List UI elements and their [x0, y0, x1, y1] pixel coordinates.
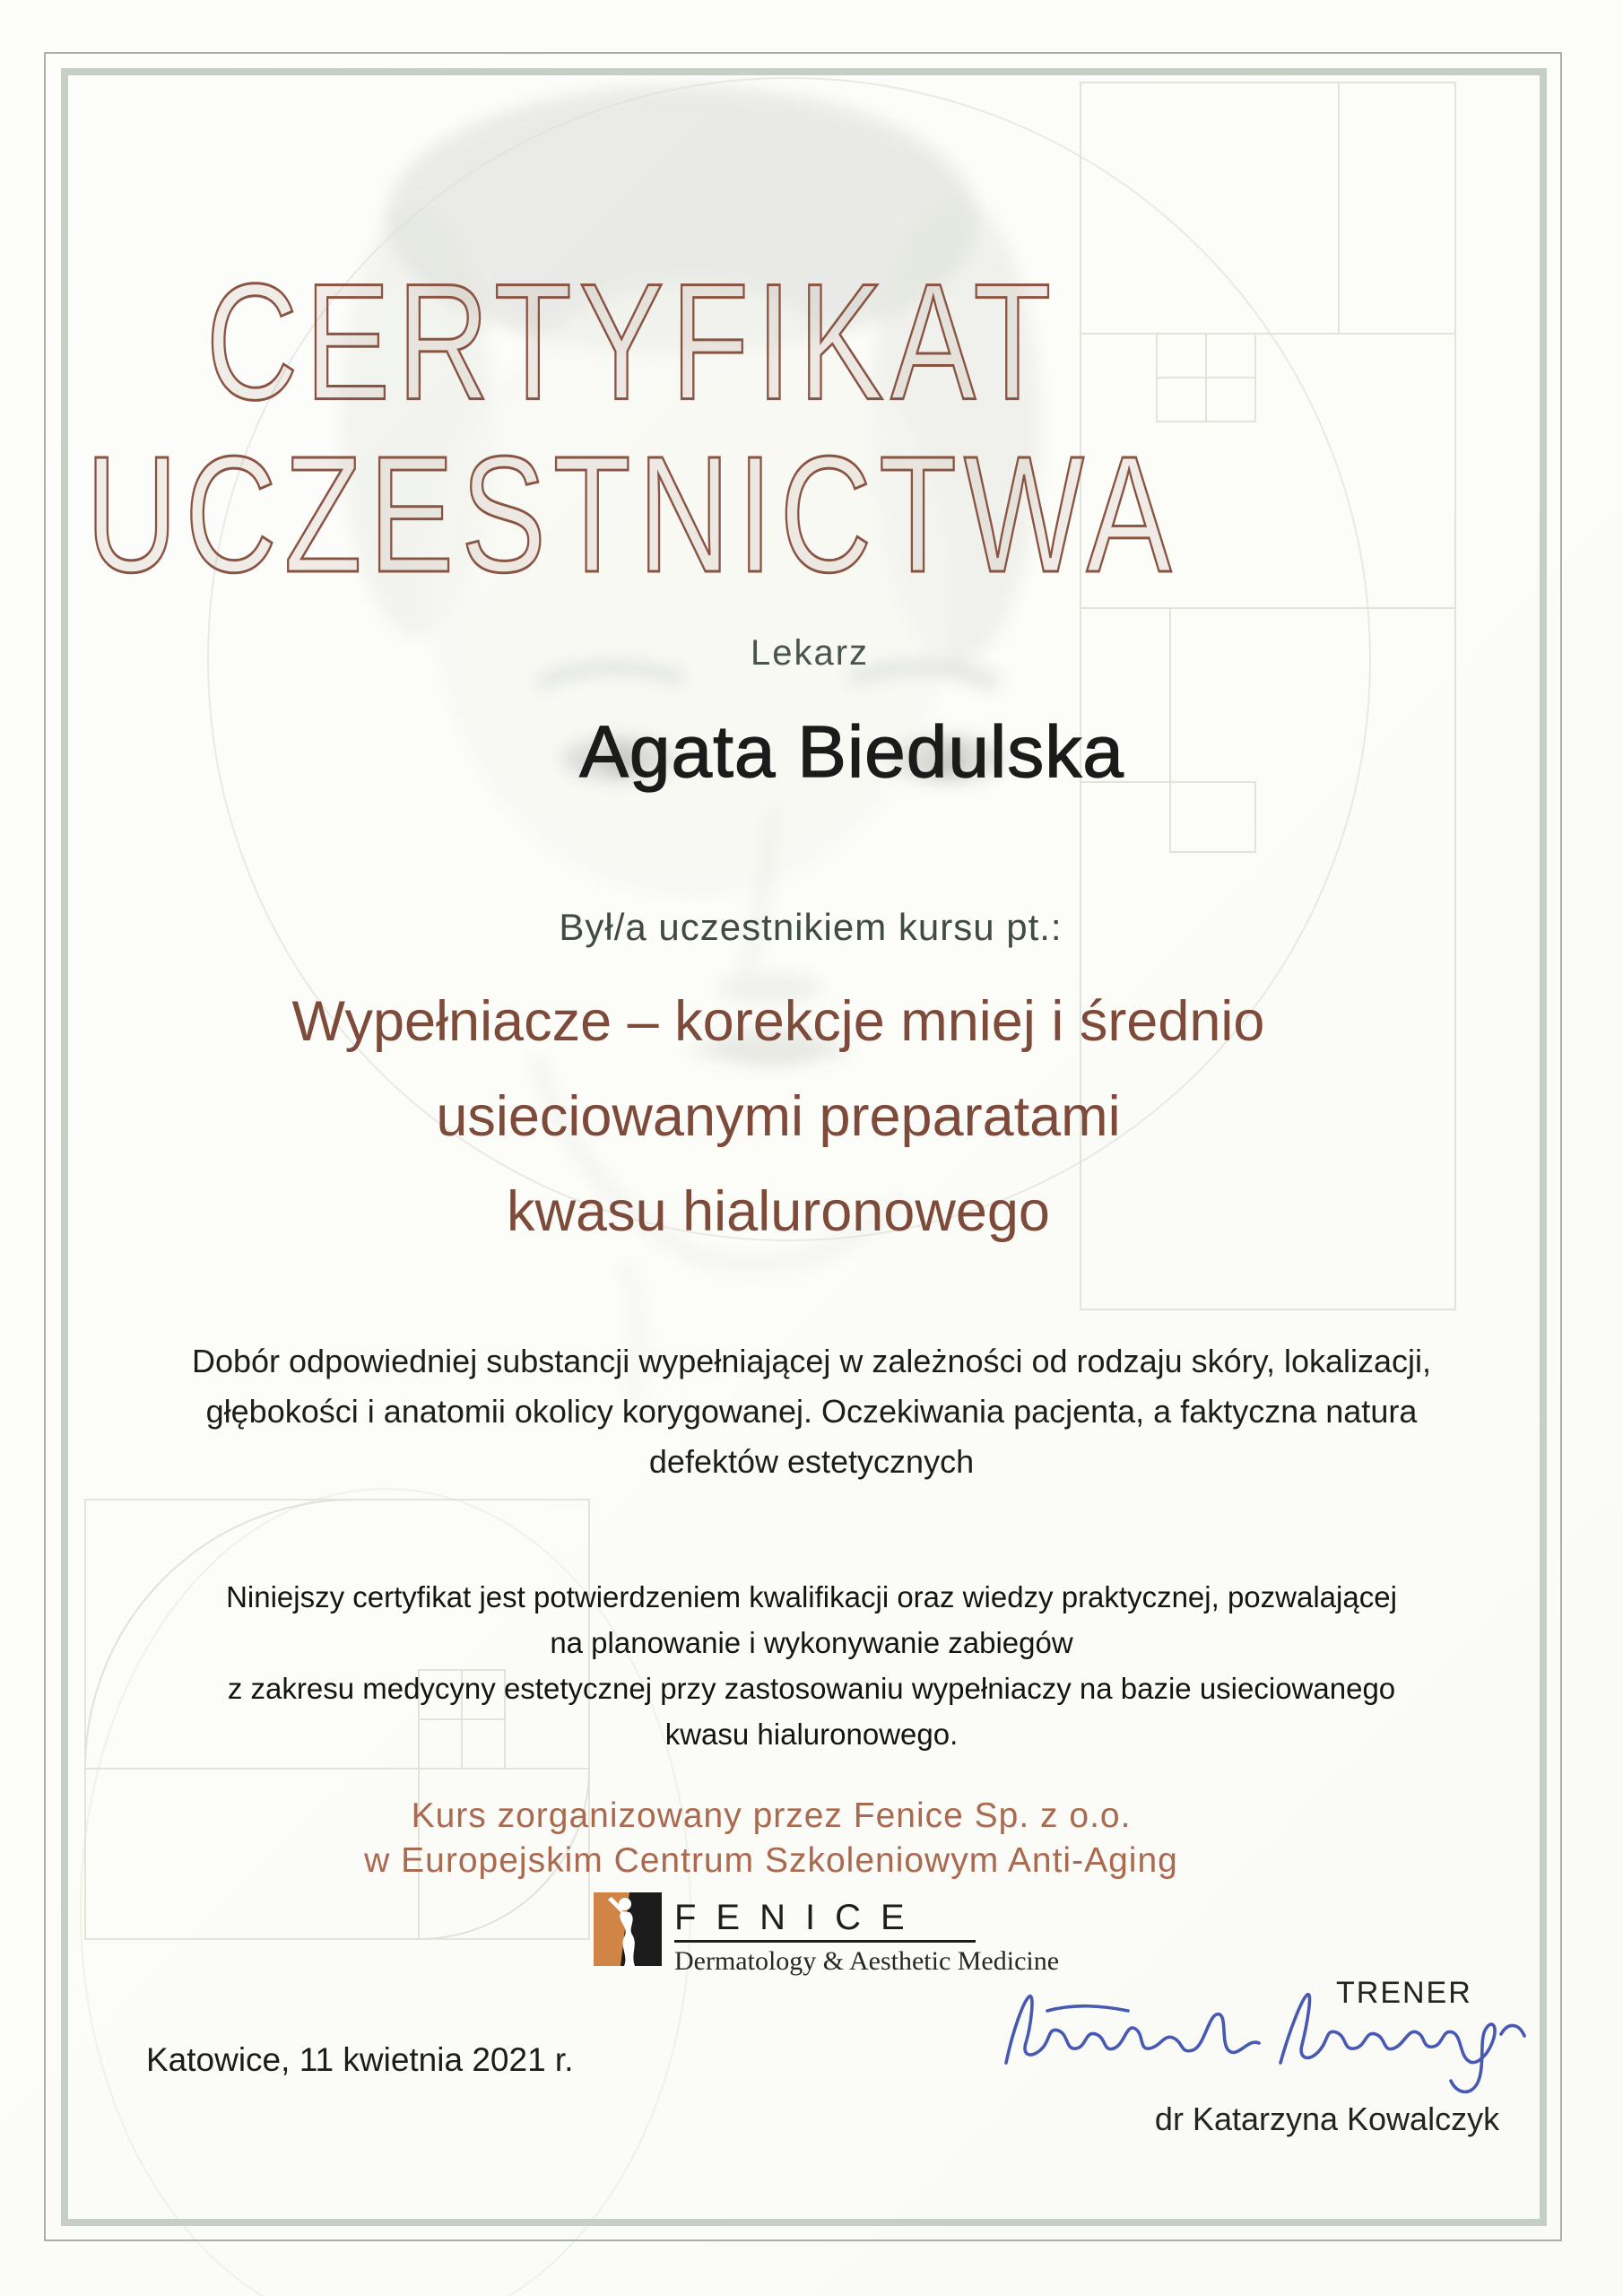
fenice-logo-tagline: Dermatology & Aesthetic Medicine	[674, 1946, 1060, 1976]
course-description-line1: Dobór odpowiedniej substancji wypełniającej w zależności od rodzaju skóry, lokalizacji,	[191, 1343, 1432, 1379]
qualification-line1: Niniejszy certyfikat jest potwierdzeniem kwalifikacji oraz wiedzy praktycznej, pozwalającej	[226, 1580, 1397, 1613]
course-description-line2: głębokości i anatomii okolicy korygowanej. Oczekiwania pacjenta, a faktyczna natura	[205, 1393, 1418, 1430]
fenice-logo-name: FENICE	[674, 1898, 924, 1937]
qualification-statement	[0, 1574, 1623, 1757]
certificate-title-line1: CERTYFIKAT	[205, 249, 1059, 435]
trainer-name: dr Katarzyna Kowalczyk	[1154, 2100, 1500, 2137]
place-and-date: Katowice, 11 kwietnia 2021 r.	[146, 2041, 574, 2078]
course-title-line1: Wypełniacze – korekcje mniej i średnio	[291, 990, 1265, 1053]
certificate-title-line2: UCZESTNICTWA	[85, 422, 1179, 608]
course-description	[0, 1336, 1623, 1487]
certificate-title	[0, 249, 1264, 608]
course-title-line3: kwasu hialuronowego	[507, 1180, 1050, 1243]
trainer-label: TRENER	[1336, 1976, 1472, 2010]
organizer-line2: w Europejskim Centrum Szkoleniowym Anti-Aging	[364, 1841, 1178, 1880]
qualification-line3: z zakresu medycyny estetycznej przy zastosowaniu wypełniaczy na bazie usieciowanego	[227, 1672, 1396, 1705]
fenice-logo-block	[594, 1892, 1059, 1977]
recipient-role-label: Lekarz	[750, 633, 870, 673]
fenice-logo-icon	[594, 1892, 662, 1966]
course-title-line2: usieciowanymi preparatami	[436, 1085, 1121, 1148]
course-intro-line: Był/a uczestnikiem kursu pt.:	[559, 906, 1063, 948]
organizer-line1: Kurs zorganizowany przez Fenice Sp. z o.o.	[411, 1796, 1132, 1835]
trainer-signature-handwriting	[994, 1984, 1532, 2100]
course-title	[0, 974, 1557, 1259]
qualification-line2: na planowanie i wykonywanie zabiegów	[550, 1626, 1073, 1659]
fenice-logo-rule	[674, 1940, 976, 1943]
recipient-name: Agata Biedulska	[579, 711, 1124, 793]
course-description-line3: defektów estetycznych	[648, 1443, 975, 1480]
fenice-logo-text	[674, 1892, 1059, 1977]
organizer-info	[0, 1794, 1542, 1883]
qualification-line4: kwasu hialuronowego.	[664, 1718, 959, 1751]
